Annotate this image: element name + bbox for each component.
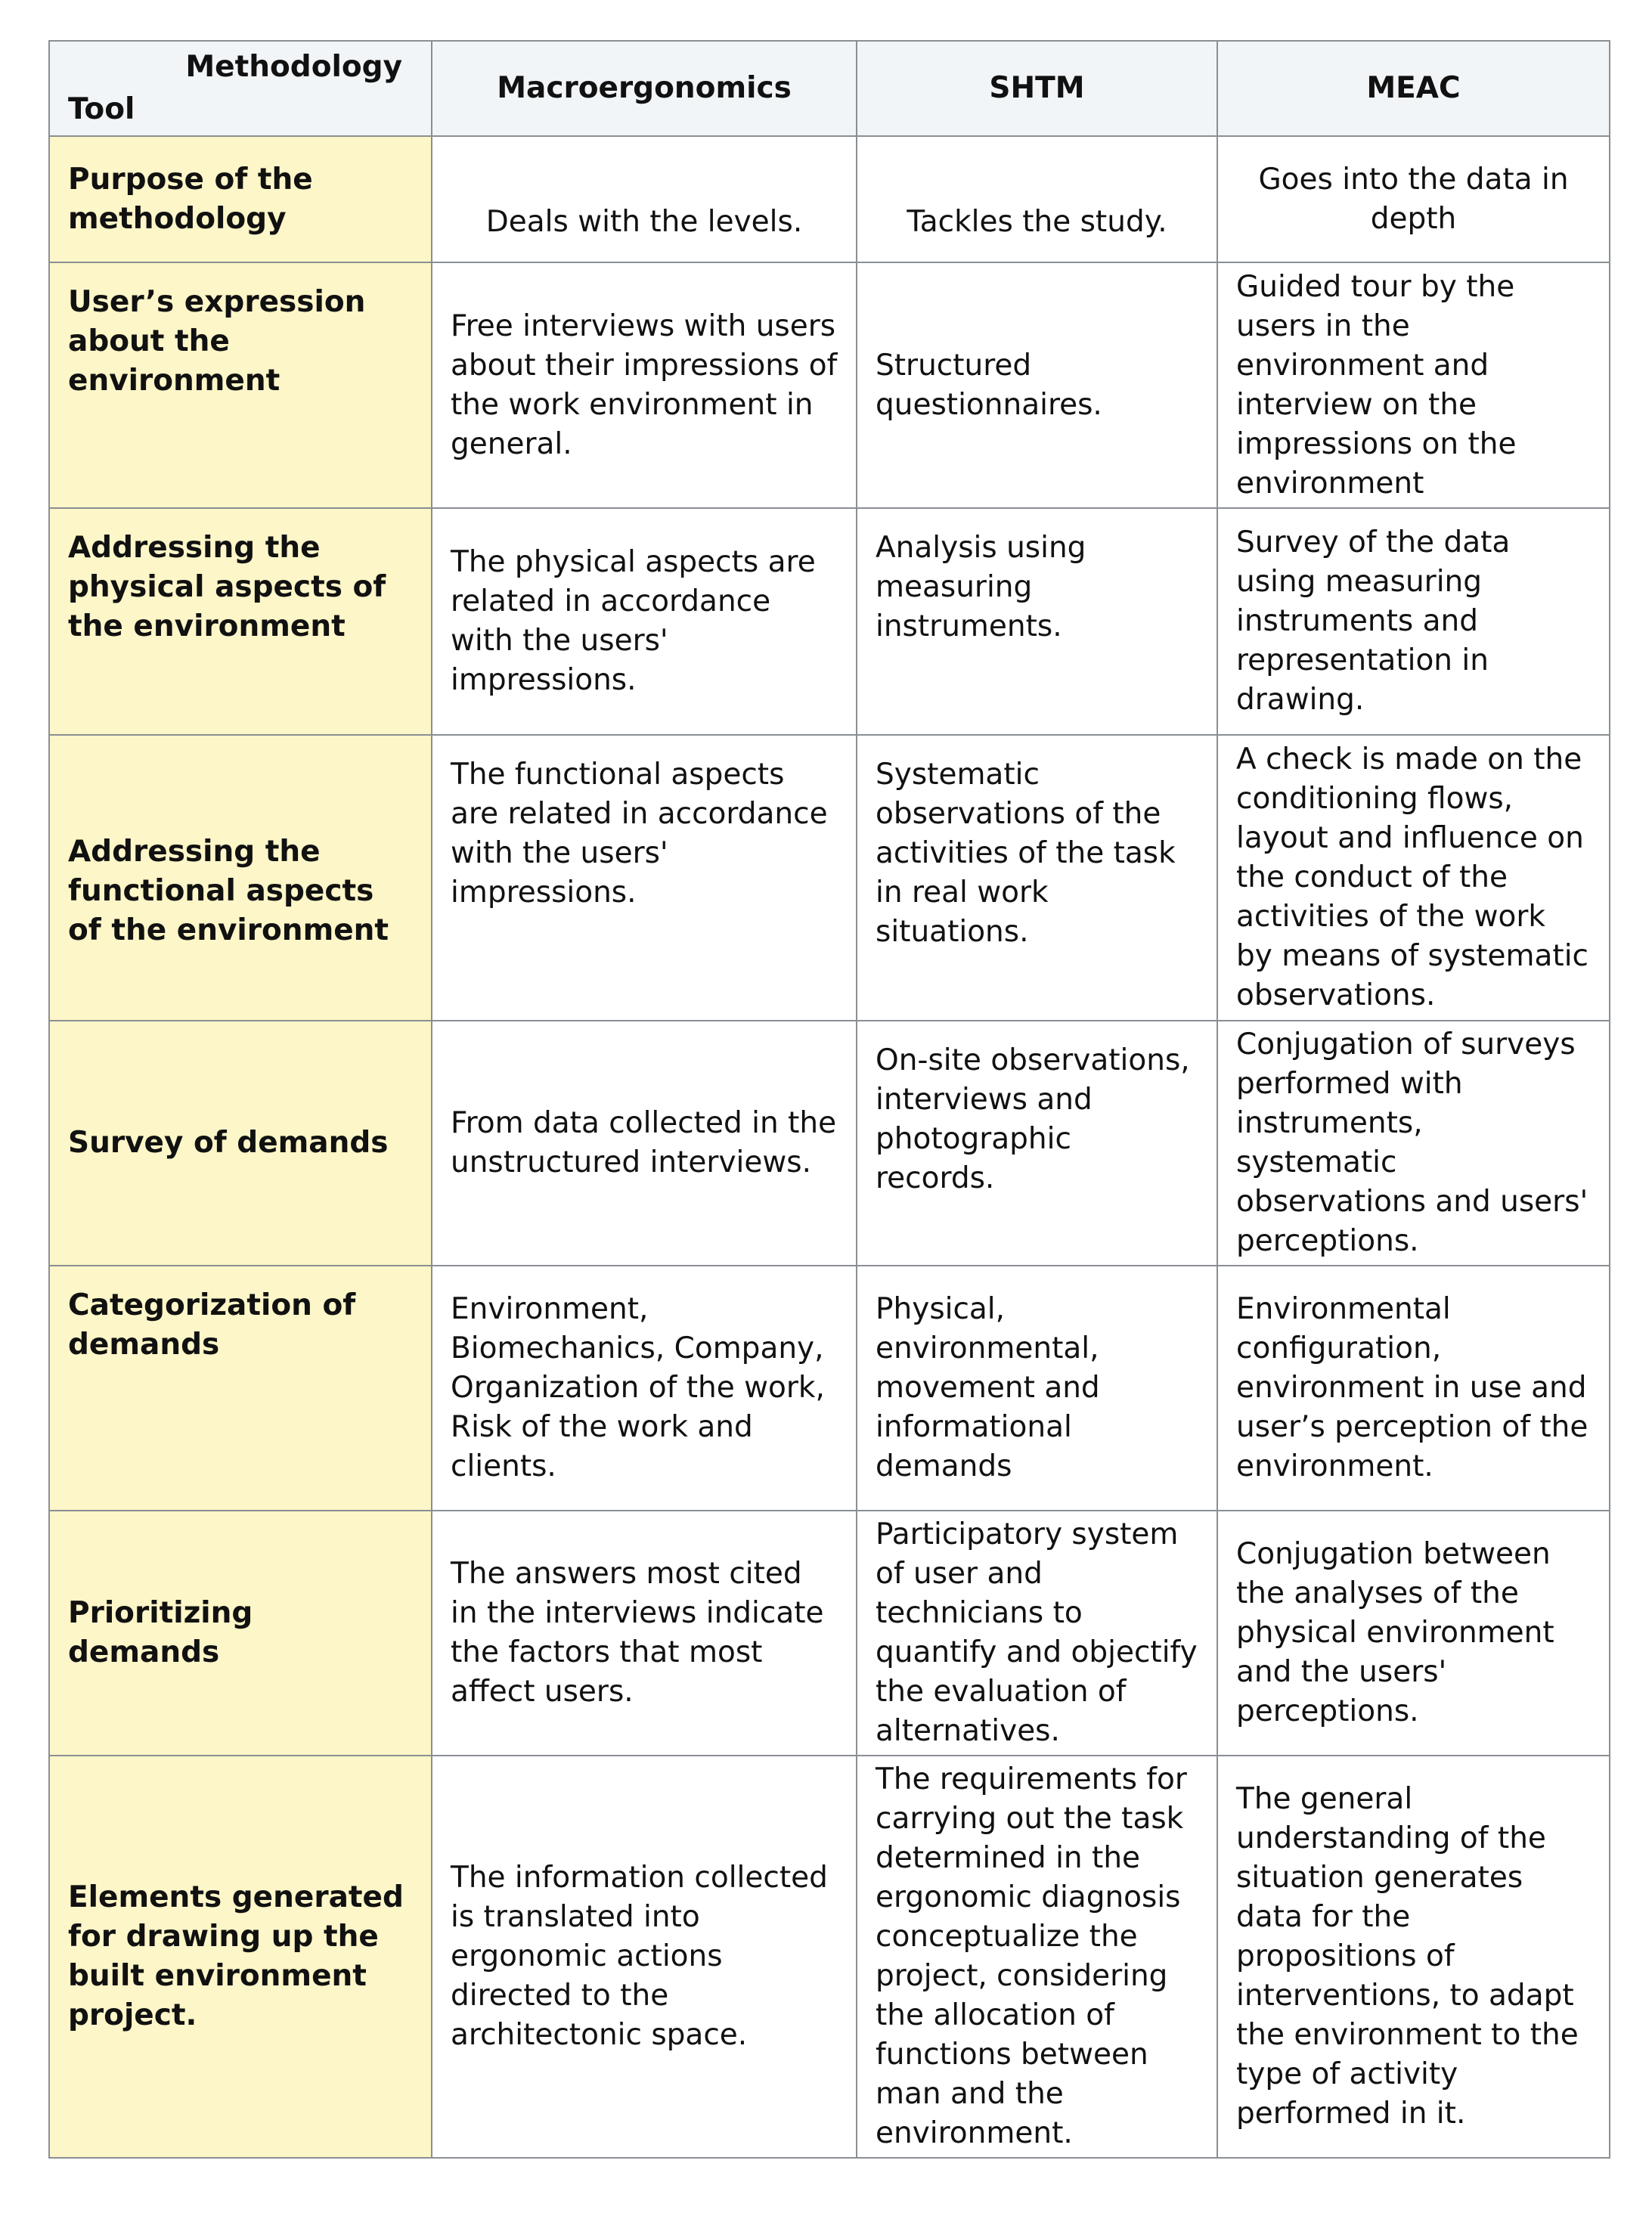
table-cell: From data collected in the unstructured interviews.	[432, 1021, 857, 1266]
table-cell: The functional aspects are related in accordance with the users' impressions.	[432, 735, 857, 1021]
table-cell: A check is made on the conditioning flows, layout and influence on the conduct of the activities of the work by means of systematic observations.	[1217, 735, 1610, 1021]
table-cell: The general understanding of the situation generates data for the propositions of interventions, to adapt the environment to the type of activity performed in it.	[1217, 1756, 1610, 2158]
table-cell: Analysis using measuring instruments.	[857, 508, 1217, 735]
table-row	[49, 1511, 1610, 1756]
table-cell: Conjugation of surveys performed with instruments, systematic observations and users' perceptions.	[1217, 1021, 1610, 1266]
table-cell: Conjugation between the analyses of the physical environment and the users' perceptions.	[1217, 1511, 1610, 1756]
table-cell: Free interviews with users about their impressions of the work environment in general.	[432, 262, 857, 508]
row-header: Categorization of demands	[49, 1266, 432, 1511]
table-row	[49, 136, 1610, 262]
column-header-macroergonomics: Macroergonomics	[432, 41, 857, 136]
table-cell: Structured questionnaires.	[857, 262, 1217, 508]
corner-methodology-label: Methodology	[185, 50, 402, 84]
table-cell: The requirements for carrying out the task determined in the ergonomic diagnosis conceptualize the project, considering the allocation of functions between man and the environment.	[857, 1756, 1217, 2158]
table-cell: Environmental configuration, environment in use and user’s perception of the environment.	[1217, 1266, 1610, 1511]
table-cell: Systematic observations of the activities of the task in real work situations.	[857, 735, 1217, 1021]
table-cell: The answers most cited in the interviews indicate the factors that most affect users.	[432, 1511, 857, 1756]
row-header: Elements generated for drawing up the built environment project.	[49, 1756, 432, 2158]
table-row	[49, 262, 1610, 508]
table-row	[49, 1756, 1610, 2158]
table-row	[49, 1021, 1610, 1266]
table-cell: Physical, environmental, movement and informational demands	[857, 1266, 1217, 1511]
table-cell: Deals with the levels.	[432, 136, 857, 262]
table-row	[49, 1266, 1610, 1511]
row-header: Prioritizing demands	[49, 1511, 432, 1756]
table-cell: Environment, Biomechanics, Company, Organization of the work, Risk of the work and clients.	[432, 1266, 857, 1511]
table-cell: Goes into the data in depth	[1217, 136, 1610, 262]
table-cell: On-site observations, interviews and photographic records.	[857, 1021, 1217, 1266]
table-row	[49, 508, 1610, 735]
row-header: Addressing the functional aspects of the environment	[49, 735, 432, 1021]
column-header-meac: MEAC	[1217, 41, 1610, 136]
row-header: User’s expression about the environment	[49, 262, 432, 508]
row-header: Addressing the physical aspects of the environment	[49, 508, 432, 735]
corner-tool-label: Tool	[68, 92, 135, 126]
comparison-table	[48, 40, 1610, 2159]
table-cell: The physical aspects are related in accordance with the users' impressions.	[432, 508, 857, 735]
row-header: Survey of demands	[49, 1021, 432, 1266]
corner-header	[49, 41, 432, 136]
table-row	[49, 735, 1610, 1021]
table-cell: Tackles the study.	[857, 136, 1217, 262]
table-cell: The information collected is translated into ergonomic actions directed to the architectonic space.	[432, 1756, 857, 2158]
table-cell: Participatory system of user and technicians to quantify and objectify the evaluation of alternatives.	[857, 1511, 1217, 1756]
table-cell: Survey of the data using measuring instruments and representation in drawing.	[1217, 508, 1610, 735]
row-header: Purpose of the methodology	[49, 136, 432, 262]
header-row	[49, 41, 1610, 136]
table-cell: Guided tour by the users in the environment and interview on the impressions on the environment	[1217, 262, 1610, 508]
column-header-shtm: SHTM	[857, 41, 1217, 136]
